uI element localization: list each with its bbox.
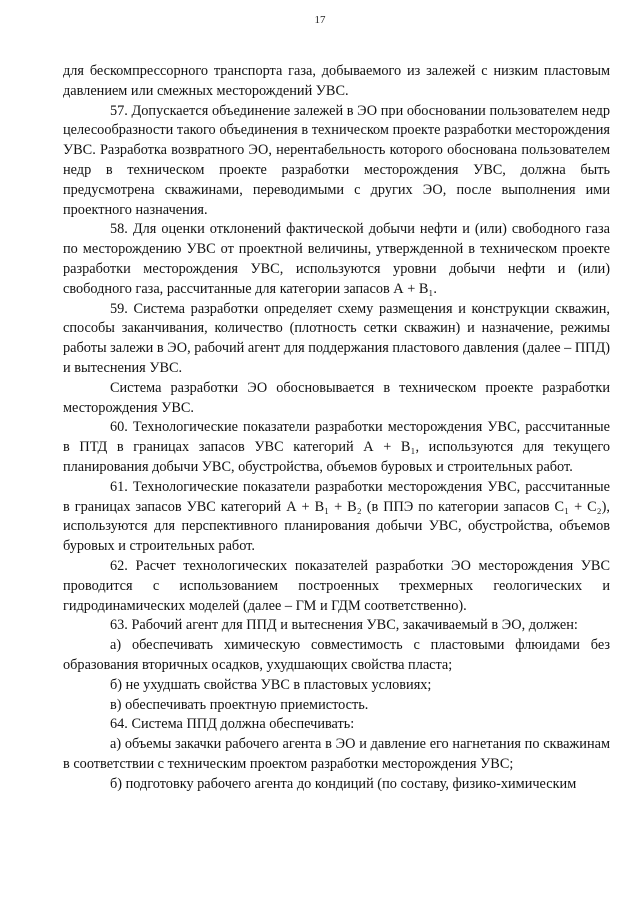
paragraph-64: 64. Система ППД должна обеспечивать: [110,716,355,733]
paragraph-continuation: для бескомпрессорного транспорта газа, добываемого из залежей с низким пластовым давлением или смежных месторождений УВС. [63,63,610,99]
paragraph-60: 60. Технологические показатели разработки месторождения УВС, рассчитанные в ПТД в границах запасов УВС категорий А + В₁, используются для текущего планирования добычи УВС, обустройства, объемов буровых и строительных работ. [63,419,610,475]
page-number: 17 [314,14,326,26]
list-item-63-a: а) обеспечивать химическую совместимость с пластовыми флюидами без образования вторичных осадков, ухудшающих свойства пласта; [63,637,610,673]
list-item-63-b: б) не ухудшать свойства УВС в пластовых условиях; [110,676,432,693]
paragraph-57: 57. Допускается объединение залежей в ЭО при обосновании пользователем недр целесообразности такого объединения в техническом проекте разработки месторождения УВС. Разработка возвратного ЭО, нерентабельность которого обоснована пользователем недр в техническом проекте разработки месторождения УВС, должна быть предусмотрена скважинами, переводимыми с других ЭО, после выполнения ими проектного назначения. [63,102,610,218]
paragraph-63: 63. Рабочий агент для ППД и вытеснения УВС, закачиваемый в ЭО, должен: [110,617,578,634]
list-item-63-c: в) обеспечивать проектную приемистость. [110,696,369,713]
paragraph-59-2: Система разработки ЭО обосновывается в техническом проекте разработки месторождения УВС. [63,379,610,416]
paragraph-59: 59. Система разработки определяет схему размещения и конструкции скважин, способы заканчивания, количество (плотность сетки скважин) и назначение, режимы работы залежи в ЭО, рабочий агент для поддержания пластового давления (далее – ППД) и вытеснения УВС. [63,300,611,376]
list-item-64-a: а) объемы закачки рабочего агента в ЭО и давление его нагнетания по скважинам в соответствии с техническим проектом разработки месторождения УВС; [63,736,610,772]
paragraph-58: 58. Для оценки отклонений фактической добычи нефти и (или) свободного газа по месторождению УВС от проектной величины, утвержденной в техническом проекте разработки месторождения УВС, используются уровни добычи нефти и (или) свободного газа, рассчитанные для категории запасов А + В₁. [63,221,610,297]
paragraph-61: 61. Технологические показатели разработки месторождения УВС, рассчитанные в границах запасов УВС категорий А + В₁ + В₂ (в ППЭ по категории запасов С₁ + С₂), используются для перспективного планирования добычи УВС, обустройства, объемов буровых и строительных работ. [63,478,610,555]
list-item-64-b: б) подготовку рабочего агента до кондиций (по составу, физико-химическим [110,775,577,792]
document-body [63,62,610,794]
paragraph-62: 62. Расчет технологических показателей разработки ЭО месторождения УВС проводится с использованием построенных трехмерных геологических и гидродинамических моделей (далее – ГМ и ГДМ соответственно). [63,557,610,614]
